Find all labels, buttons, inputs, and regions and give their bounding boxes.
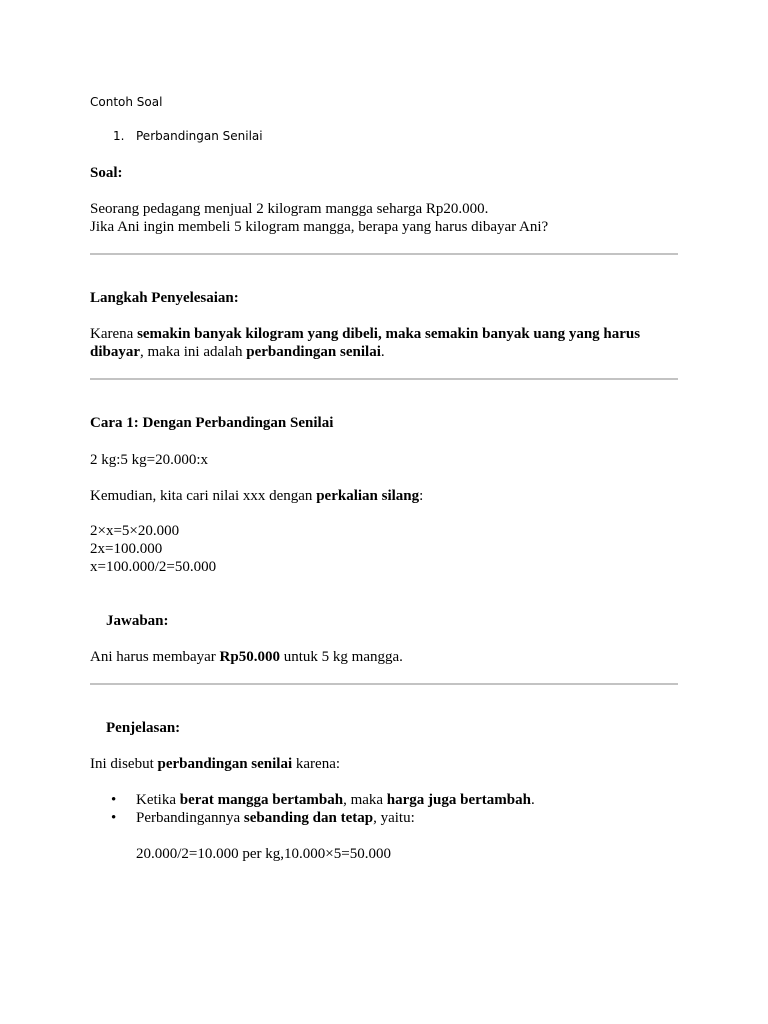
- cara1-emphasis: perkalian silang: [316, 488, 420, 504]
- document-heading: Contoh Soal: [90, 95, 163, 109]
- bullet-text: Ketika: [136, 792, 180, 808]
- penjelasan-emphasis: perbandingan senilai: [157, 756, 293, 772]
- bullet-text: .: [530, 792, 535, 808]
- langkah-text: , maka ini adalah: [140, 344, 247, 360]
- langkah-title: Langkah Penyelesaian:: [90, 290, 239, 306]
- langkah-paragraph-line-1: [90, 325, 640, 343]
- penjelasan-formula: 20.000/2=10.000 per kg,10.000×5=50.000: [136, 846, 391, 862]
- cara1-ratio: 2 kg:5 kg=20.000:x: [90, 452, 209, 468]
- cara1-kemudian: [90, 487, 423, 505]
- soal-line-2: Jika Ani ingin membeli 5 kilogram mangga, berapa yang harus dibayar Ani?: [90, 219, 549, 235]
- penjelasan-intro: [90, 755, 340, 773]
- langkah-text: .: [380, 344, 385, 360]
- bullet-icon: •: [111, 810, 117, 826]
- penjelasan-title: Penjelasan:: [106, 720, 181, 736]
- langkah-text: Karena: [90, 326, 138, 342]
- langkah-paragraph-line-2: [90, 343, 385, 361]
- list-item-number: 1.: [113, 129, 125, 143]
- list-item: [136, 809, 415, 827]
- calc-line-2: 2x=100.000: [90, 541, 163, 557]
- langkah-emphasis: perbandingan senilai: [246, 344, 381, 360]
- list-item: [136, 791, 535, 809]
- section-divider: [90, 253, 678, 255]
- bullet-emphasis: harga juga bertambah: [386, 792, 531, 808]
- cara1-text: Kemudian, kita cari nilai xxx dengan: [90, 488, 317, 504]
- bullet-icon: •: [111, 792, 117, 808]
- cara1-text: :: [419, 488, 424, 504]
- bullet-text: Perbandingannya: [136, 810, 244, 826]
- penjelasan-text: karena:: [292, 756, 341, 772]
- bullet-emphasis: berat mangga bertambah: [179, 792, 344, 808]
- list-item-label: Perbandingan Senilai: [136, 129, 263, 143]
- section-divider: [90, 683, 678, 685]
- jawaban-text-part: untuk 5 kg mangga.: [279, 649, 403, 665]
- langkah-emphasis: dibayar: [90, 344, 141, 360]
- langkah-emphasis: semakin banyak kilogram yang dibeli, maka semakin banyak uang yang harus: [137, 326, 641, 342]
- soal-title: Soal:: [90, 165, 123, 181]
- bullet-text: , maka: [343, 792, 387, 808]
- jawaban-title: Jawaban:: [106, 613, 169, 629]
- penjelasan-text: Ini disebut: [90, 756, 158, 772]
- jawaban-text-part: Ani harus membayar: [90, 649, 220, 665]
- jawaban-text: [90, 648, 403, 666]
- jawaban-amount: Rp50.000: [219, 649, 280, 665]
- soal-line-1: Seorang pedagang menjual 2 kilogram mangga seharga Rp20.000.: [90, 201, 489, 217]
- calc-line-3: x=100.000/2=50.000: [90, 559, 217, 575]
- bullet-emphasis: sebanding dan tetap: [243, 810, 374, 826]
- cara1-title: Cara 1: Dengan Perbandingan Senilai: [90, 415, 334, 431]
- bullet-text: , yaitu:: [373, 810, 415, 826]
- section-divider: [90, 378, 678, 380]
- calc-line-1: 2×x=5×20.000: [90, 523, 180, 539]
